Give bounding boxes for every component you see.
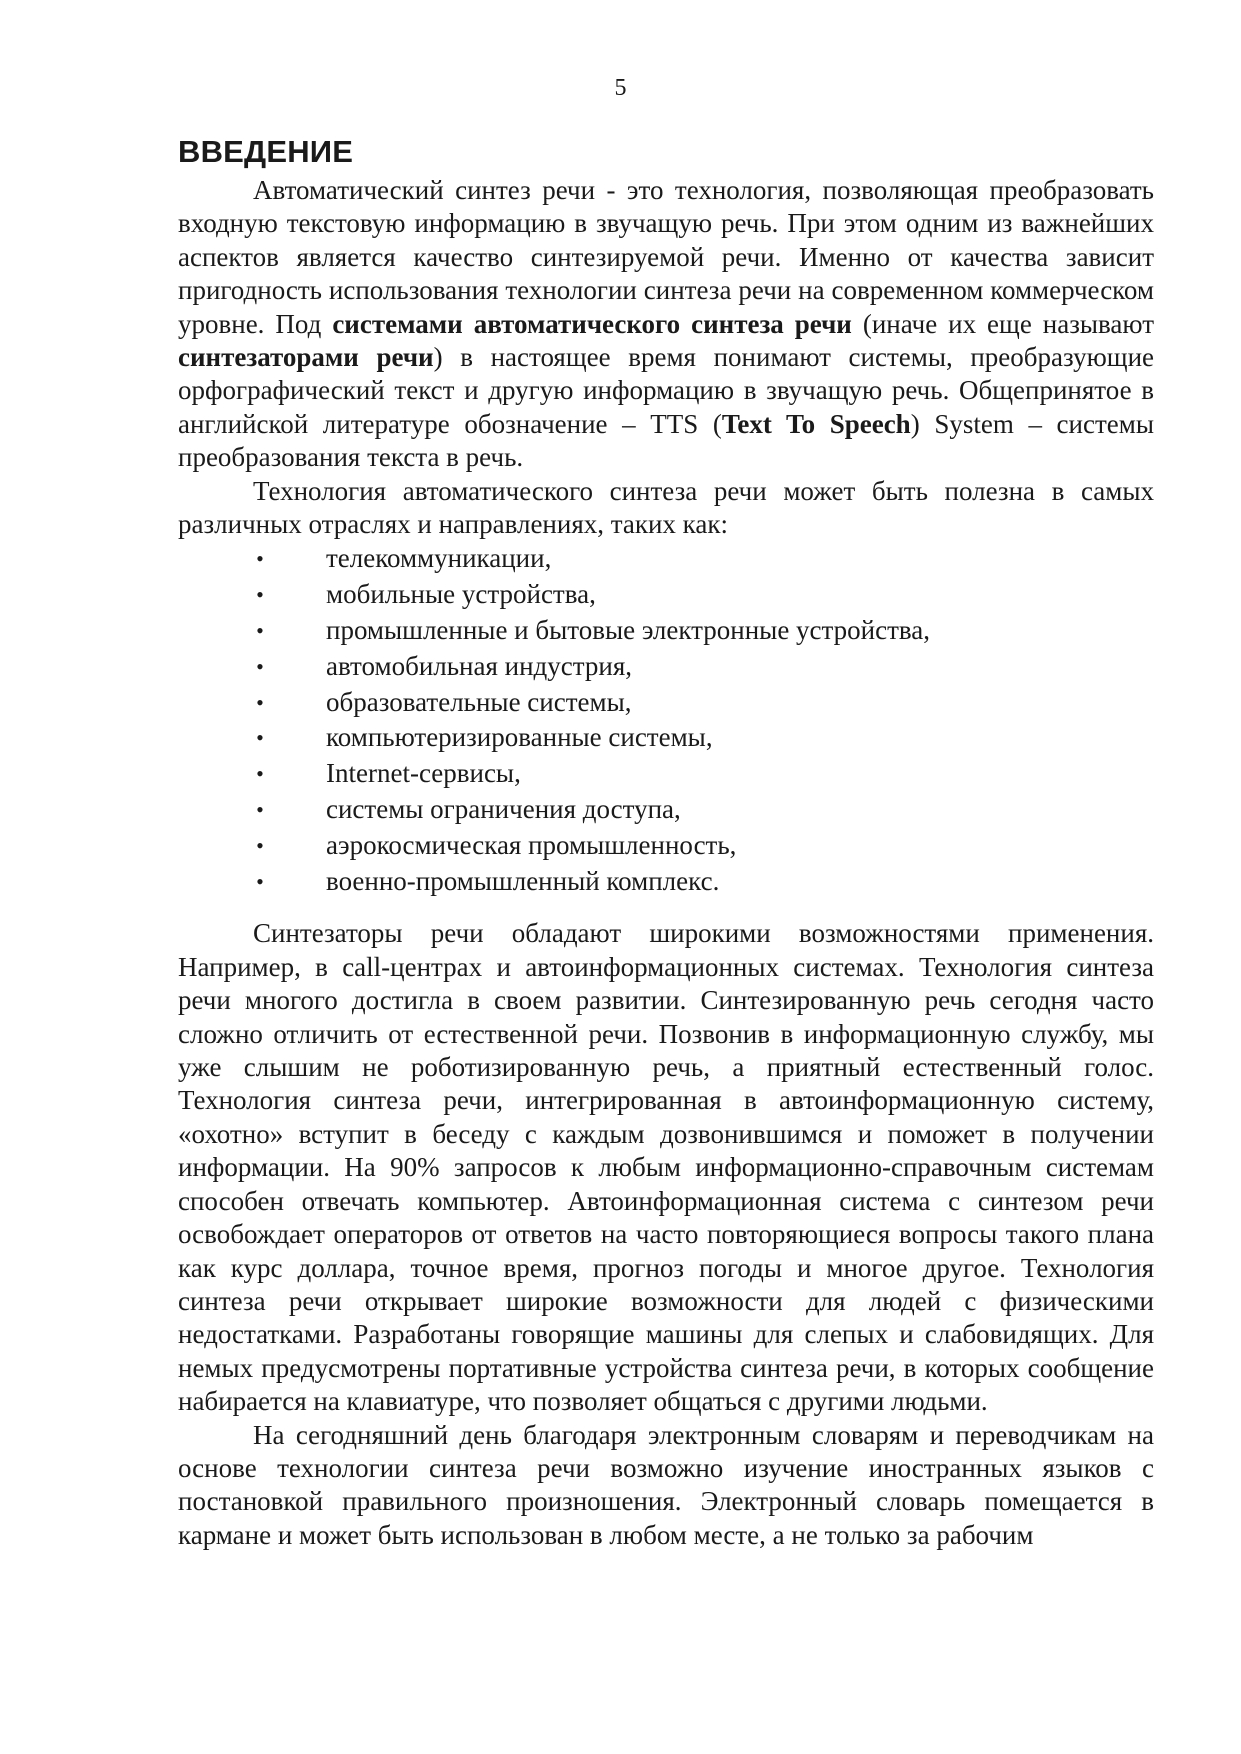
list-item-text: военно-промышленный комплекс. <box>326 865 720 896</box>
list-item <box>178 864 1154 900</box>
paragraph-dictionaries: На сегодняшний день благодаря электронным словарям и переводчикам на основе технологии синтеза речи возможно изучение иностранных языков с постановкой правильного произношения. Электронный словарь помещается в кармане и может быть использован в любом месте, а не только за рабочим <box>178 1419 1154 1550</box>
intro-text-2: (иначе их еще называют <box>851 308 1155 339</box>
paragraph-intro <box>178 174 1154 475</box>
bullet-icon: • <box>256 832 264 858</box>
list-item-text: автомобильная индустрия, <box>326 650 633 681</box>
list-item-text: Internet-сервисы, <box>326 758 521 789</box>
intro-text-3: ) в настоящее время понимают системы, преобразующие орфографический текст и другую информацию в звучащую речь. Общепринятое в английской литературе обозначение – TTS ( <box>178 342 1155 439</box>
bullet-icon: • <box>256 689 264 715</box>
page-content <box>178 132 1154 1552</box>
list-item <box>178 613 1154 649</box>
bullet-icon: • <box>256 582 264 608</box>
list-item-text: аэрокосмическая промышленность, <box>326 829 737 860</box>
intro-text-1: Автоматический синтез речи - это технология, позволяющая преобразовать входную текстовую информацию в звучащую речь. При этом одним из важнейших аспектов является качество синтезируемой речи. Именно от качества зависит пригодность использования технологии синтеза речи на современном коммерческом уровне. Под <box>178 175 1154 339</box>
bullet-icon: • <box>256 653 264 679</box>
section-heading: ВВЕДЕНИЕ <box>178 134 354 169</box>
page-number: 5 <box>614 75 627 101</box>
list-item <box>178 828 1154 864</box>
intro-bold-term-2: синтезаторами речи <box>178 342 434 373</box>
bullet-icon: • <box>256 761 264 787</box>
spacer <box>178 899 1154 917</box>
paragraph-synthesizers: Синтезаторы речи обладают широкими возможностями применения. Например, в call-центрах и автоинформационных системах. Технология синтеза речи многого достигла в своем развитии. Синтезированную речь сегодня часто сложно отличить от естественной речи. Позвонив в информационную службу, мы уже слышим не роботизированную речь, а приятный естественный голос. Технология синтеза речи, интегрированная в автоинформационную систему, «охотно» вступит в беседу с каждым дозвонившимся и поможет в получении информации. На 90% запросов к любым информационно-справочным системам способен отвечать компьютер. Автоинформационная система с синтезом речи освобождает операторов от ответов на часто повторяющиеся вопросы такого плана как курс доллара, точное время, прогноз погоды и многое другое. Технология синтеза речи открывает широкие возможности для людей с физическими недостатками. Разработаны говорящие машины для слепых и слабовидящих. Для немых предусмотрены портативные устройства синтеза речи, в которых сообщение набирается на клавиатуре, что позволяет общаться с другими людьми. <box>178 918 1154 1417</box>
list-item-text: образовательные системы, <box>326 686 632 717</box>
list-item-text: компьютеризированные системы, <box>326 722 713 753</box>
intro-bold-term-3: Text To Speech <box>721 408 911 439</box>
list-item-text: мобильные устройства, <box>326 579 596 610</box>
list-item <box>178 577 1154 613</box>
list-item <box>178 792 1154 828</box>
bullet-icon: • <box>256 868 264 894</box>
applications-list <box>178 541 1154 899</box>
bullet-icon: • <box>256 797 264 823</box>
list-item-text: системы ограничения доступа, <box>326 794 681 825</box>
list-item <box>178 649 1154 685</box>
list-item <box>178 720 1154 756</box>
bullet-icon: • <box>256 618 264 644</box>
paragraph-applications: Технология автоматического синтеза речи может быть полезна в самых различных отраслях и направлениях, таких как: <box>178 475 1154 540</box>
list-item <box>178 756 1154 792</box>
intro-text-4: ) System – системы преобразования текста в речь. <box>178 408 1154 473</box>
intro-bold-term-1: системами автоматического синтеза речи <box>332 308 852 339</box>
list-item-text: промышленные и бытовые электронные устройства, <box>326 615 931 646</box>
bullet-icon: • <box>256 546 264 572</box>
list-item-text: телекоммуникации, <box>326 543 552 574</box>
list-item <box>178 541 1154 577</box>
bullet-icon: • <box>256 725 264 751</box>
list-item <box>178 685 1154 721</box>
